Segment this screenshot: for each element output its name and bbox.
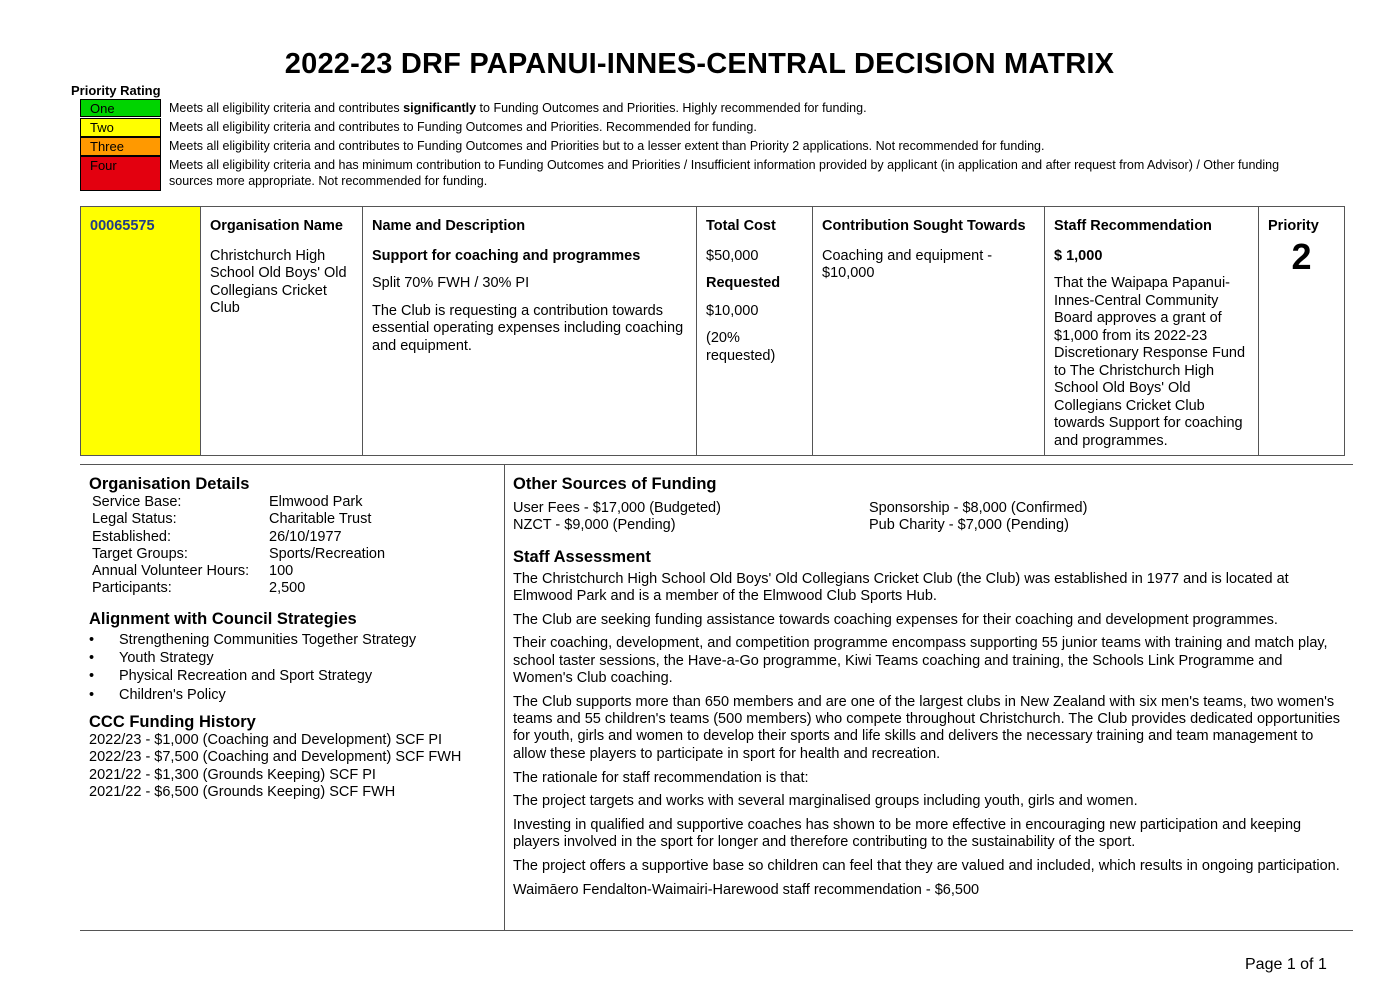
detail-label: Target Groups: — [92, 545, 188, 562]
list-item: • Physical Recreation and Sport Strategy — [89, 667, 499, 685]
org-details-heading: Organisation Details — [89, 475, 250, 493]
detail-label: Participants: — [92, 580, 172, 597]
organisation-cell — [201, 207, 363, 455]
contribution-header: Contribution Sought Towards — [822, 218, 1026, 234]
assessment-paragraph: Waimāero Fendalton-Waimairi-Harewood staff recommendation - $6,500 — [513, 882, 980, 899]
list-item: 2022/23 - $7,500 (Coaching and Development) SCF FWH — [89, 749, 462, 766]
section-divider-top — [80, 464, 1353, 465]
detail-value: Charitable Trust — [269, 511, 372, 528]
priority-description-two: Meets all eligibility criteria and contributes to Funding Outcomes and Priorities. Recommended for funding. — [169, 120, 757, 134]
priority-cell — [1259, 207, 1344, 455]
list-item: 2021/22 - $6,500 (Grounds Keeping) SCF FWH — [89, 783, 396, 800]
funding-column — [513, 500, 869, 535]
assessment-paragraph: Investing in qualified and supportive coaches has shown to be more effective in encouraging new participation and keeping players involved in the sport for longer and therefore contributing to the sustainability of the sport. — [513, 817, 1302, 851]
assessment-paragraph: The rationale for staff recommendation is that: — [513, 769, 809, 786]
org-detail-row — [92, 546, 499, 563]
detail-value: 26/10/1977 — [269, 528, 342, 545]
staff-assessment-body — [513, 571, 1345, 900]
column-divider — [504, 464, 505, 931]
org-detail-row — [92, 529, 499, 546]
org-detail-row — [92, 511, 499, 528]
project-name: Support for coaching and programmes — [372, 247, 641, 264]
detail-value: Elmwood Park — [269, 494, 363, 510]
contribution-cell — [813, 207, 1045, 455]
list-item: NZCT - $9,000 (Pending) — [513, 517, 676, 534]
recommended-amount: $ 1,000 — [1054, 247, 1103, 264]
priority-badge-one: One — [80, 99, 161, 117]
project-description: The Club is requesting a contribution towards essential operating expenses including coaching and equipment. — [372, 302, 684, 354]
detail-value: 100 — [269, 563, 294, 580]
org-detail-row — [92, 580, 499, 597]
contribution-sought: Coaching and equipment - $10,000 — [822, 247, 993, 281]
assessment-paragraph: The Christchurch High School Old Boys' Old Collegians Cricket Club (the Club) was established in 1977 and is located at Elmwood Park and is a member of the Elmwood Club Sports Hub. — [513, 570, 1289, 604]
recommendation-cell — [1045, 207, 1259, 455]
organisation-name: Christchurch High School Old Boys' Old Collegians Cricket Club — [210, 247, 347, 316]
priority-value: 2 — [1291, 235, 1312, 277]
list-item: • Youth Strategy — [89, 649, 499, 667]
list-item: 2022/23 - $1,000 (Coaching and Development) SCF PI — [89, 731, 443, 748]
org-detail-row — [92, 494, 499, 511]
requested-label: Requested — [706, 275, 781, 291]
priority-description-three: Meets all eligibility criteria and contributes to Funding Outcomes and Priorities but to a lesser extent than Priority 2 applications. Not recommended for funding. — [169, 139, 1045, 153]
application-id: 00065575 — [90, 218, 155, 234]
requested-amount: $10,000 — [706, 302, 759, 319]
assessment-paragraph: Their coaching, development, and competition programme encompass supporting 55 junior teams with training and match play, school taster sessions, the Have-a-Go programme, Kiwi Teams coaching and training, the Schools Link Programme and Women's Club coaching. — [513, 635, 1328, 687]
assessment-paragraph: The Club supports more than 650 members and are one of the largest clubs in New Zealand with six men's teams, two women's teams and 55 children's teams (500 members) who compete throughout Christchurch. The Club provides dedicated opportunities for youth, girls and women to develop their sports and life skills and delivers the necessary training and team management to allow these players to participate in sport for health and recreation. — [513, 693, 1341, 762]
detail-value: Sports/Recreation — [269, 545, 386, 562]
priority-rating-heading: Priority Rating — [71, 83, 161, 98]
list-item: User Fees - $17,000 (Budgeted) — [513, 500, 721, 516]
left-column — [89, 474, 499, 801]
total-cost: $50,000 — [706, 247, 759, 264]
funding-history-list — [89, 732, 499, 801]
detail-label: Legal Status: — [92, 511, 177, 528]
alignment-heading: Alignment with Council Strategies — [89, 609, 357, 628]
detail-label: Annual Volunteer Hours: — [92, 563, 250, 580]
priority-header: Priority — [1268, 218, 1319, 234]
page-title: 2022-23 DRF PAPANUI-INNES-CENTRAL DECISION MATRIX — [284, 48, 1115, 80]
description-cell — [363, 207, 697, 455]
priority-badge-three: Three — [80, 137, 161, 156]
application-id-cell — [81, 207, 201, 455]
funding-split: Split 70% FWH / 30% PI — [372, 275, 530, 291]
priority-description-one: Meets all eligibility criteria and contributes significantly to Funding Outcomes and Priorities. Highly recommended for funding. — [169, 101, 867, 115]
staff-assessment-heading: Staff Assessment — [513, 547, 651, 566]
alignment-list — [89, 631, 499, 704]
other-funding-heading: Other Sources of Funding — [513, 475, 717, 493]
funding-history-heading: CCC Funding History — [89, 712, 256, 731]
description-header: Name and Description — [372, 218, 526, 234]
organisation-header: Organisation Name — [210, 218, 343, 234]
list-item: Sponsorship - $8,000 (Confirmed) — [869, 500, 1088, 516]
recommendation-text: That the Waipapa Papanui-Innes-Central Community Board approves a grant of $1,000 from its 2022-23 Discretionary Response Fund to The Christchurch High School Old Boys' Old Collegians Cricket Club towards Support for coaching and programmes. — [1054, 275, 1246, 449]
priority-description-four: Meets all eligibility criteria and has minimum contribution to Funding Outcomes and Priorities / Insufficient information provided by applicant (in application and after request from Advisor) / Other funding sources more appropriate. Not recommended for funding. — [169, 158, 1280, 188]
cost-cell — [697, 207, 813, 455]
org-detail-row — [92, 563, 499, 580]
detail-label: Service Base: — [92, 494, 182, 510]
org-details-list — [92, 494, 499, 598]
section-divider-bottom — [80, 930, 1353, 931]
detail-value: 2,500 — [269, 580, 306, 597]
list-item: • Strengthening Communities Together Strategy — [89, 631, 499, 649]
funding-column — [869, 500, 1225, 535]
priority-badge-four: Four — [80, 156, 161, 191]
recommendation-header: Staff Recommendation — [1054, 218, 1212, 234]
cost-header: Total Cost — [706, 218, 776, 234]
detail-label: Established: — [92, 528, 171, 545]
other-funding-list — [513, 500, 1345, 535]
list-item: Pub Charity - $7,000 (Pending) — [869, 517, 1069, 534]
list-item: 2021/22 - $1,300 (Grounds Keeping) SCF PI — [89, 766, 376, 783]
assessment-paragraph: The project targets and works with several marginalised groups including youth, girls and women. — [513, 793, 1138, 810]
assessment-paragraph: The Club are seeking funding assistance towards coaching expenses for their coaching and development programmes. — [513, 611, 1278, 628]
right-column — [513, 474, 1345, 906]
decision-matrix-table — [80, 206, 1345, 456]
page-number: Page 1 of 1 — [1245, 956, 1327, 973]
list-item: • Children's Policy — [89, 686, 499, 704]
requested-percent: (20% requested) — [706, 330, 776, 364]
assessment-paragraph: The project offers a supportive base so children can feel that they are valued and included, which results in ongoing participation. — [513, 858, 1340, 875]
priority-badge-two: Two — [80, 118, 161, 137]
